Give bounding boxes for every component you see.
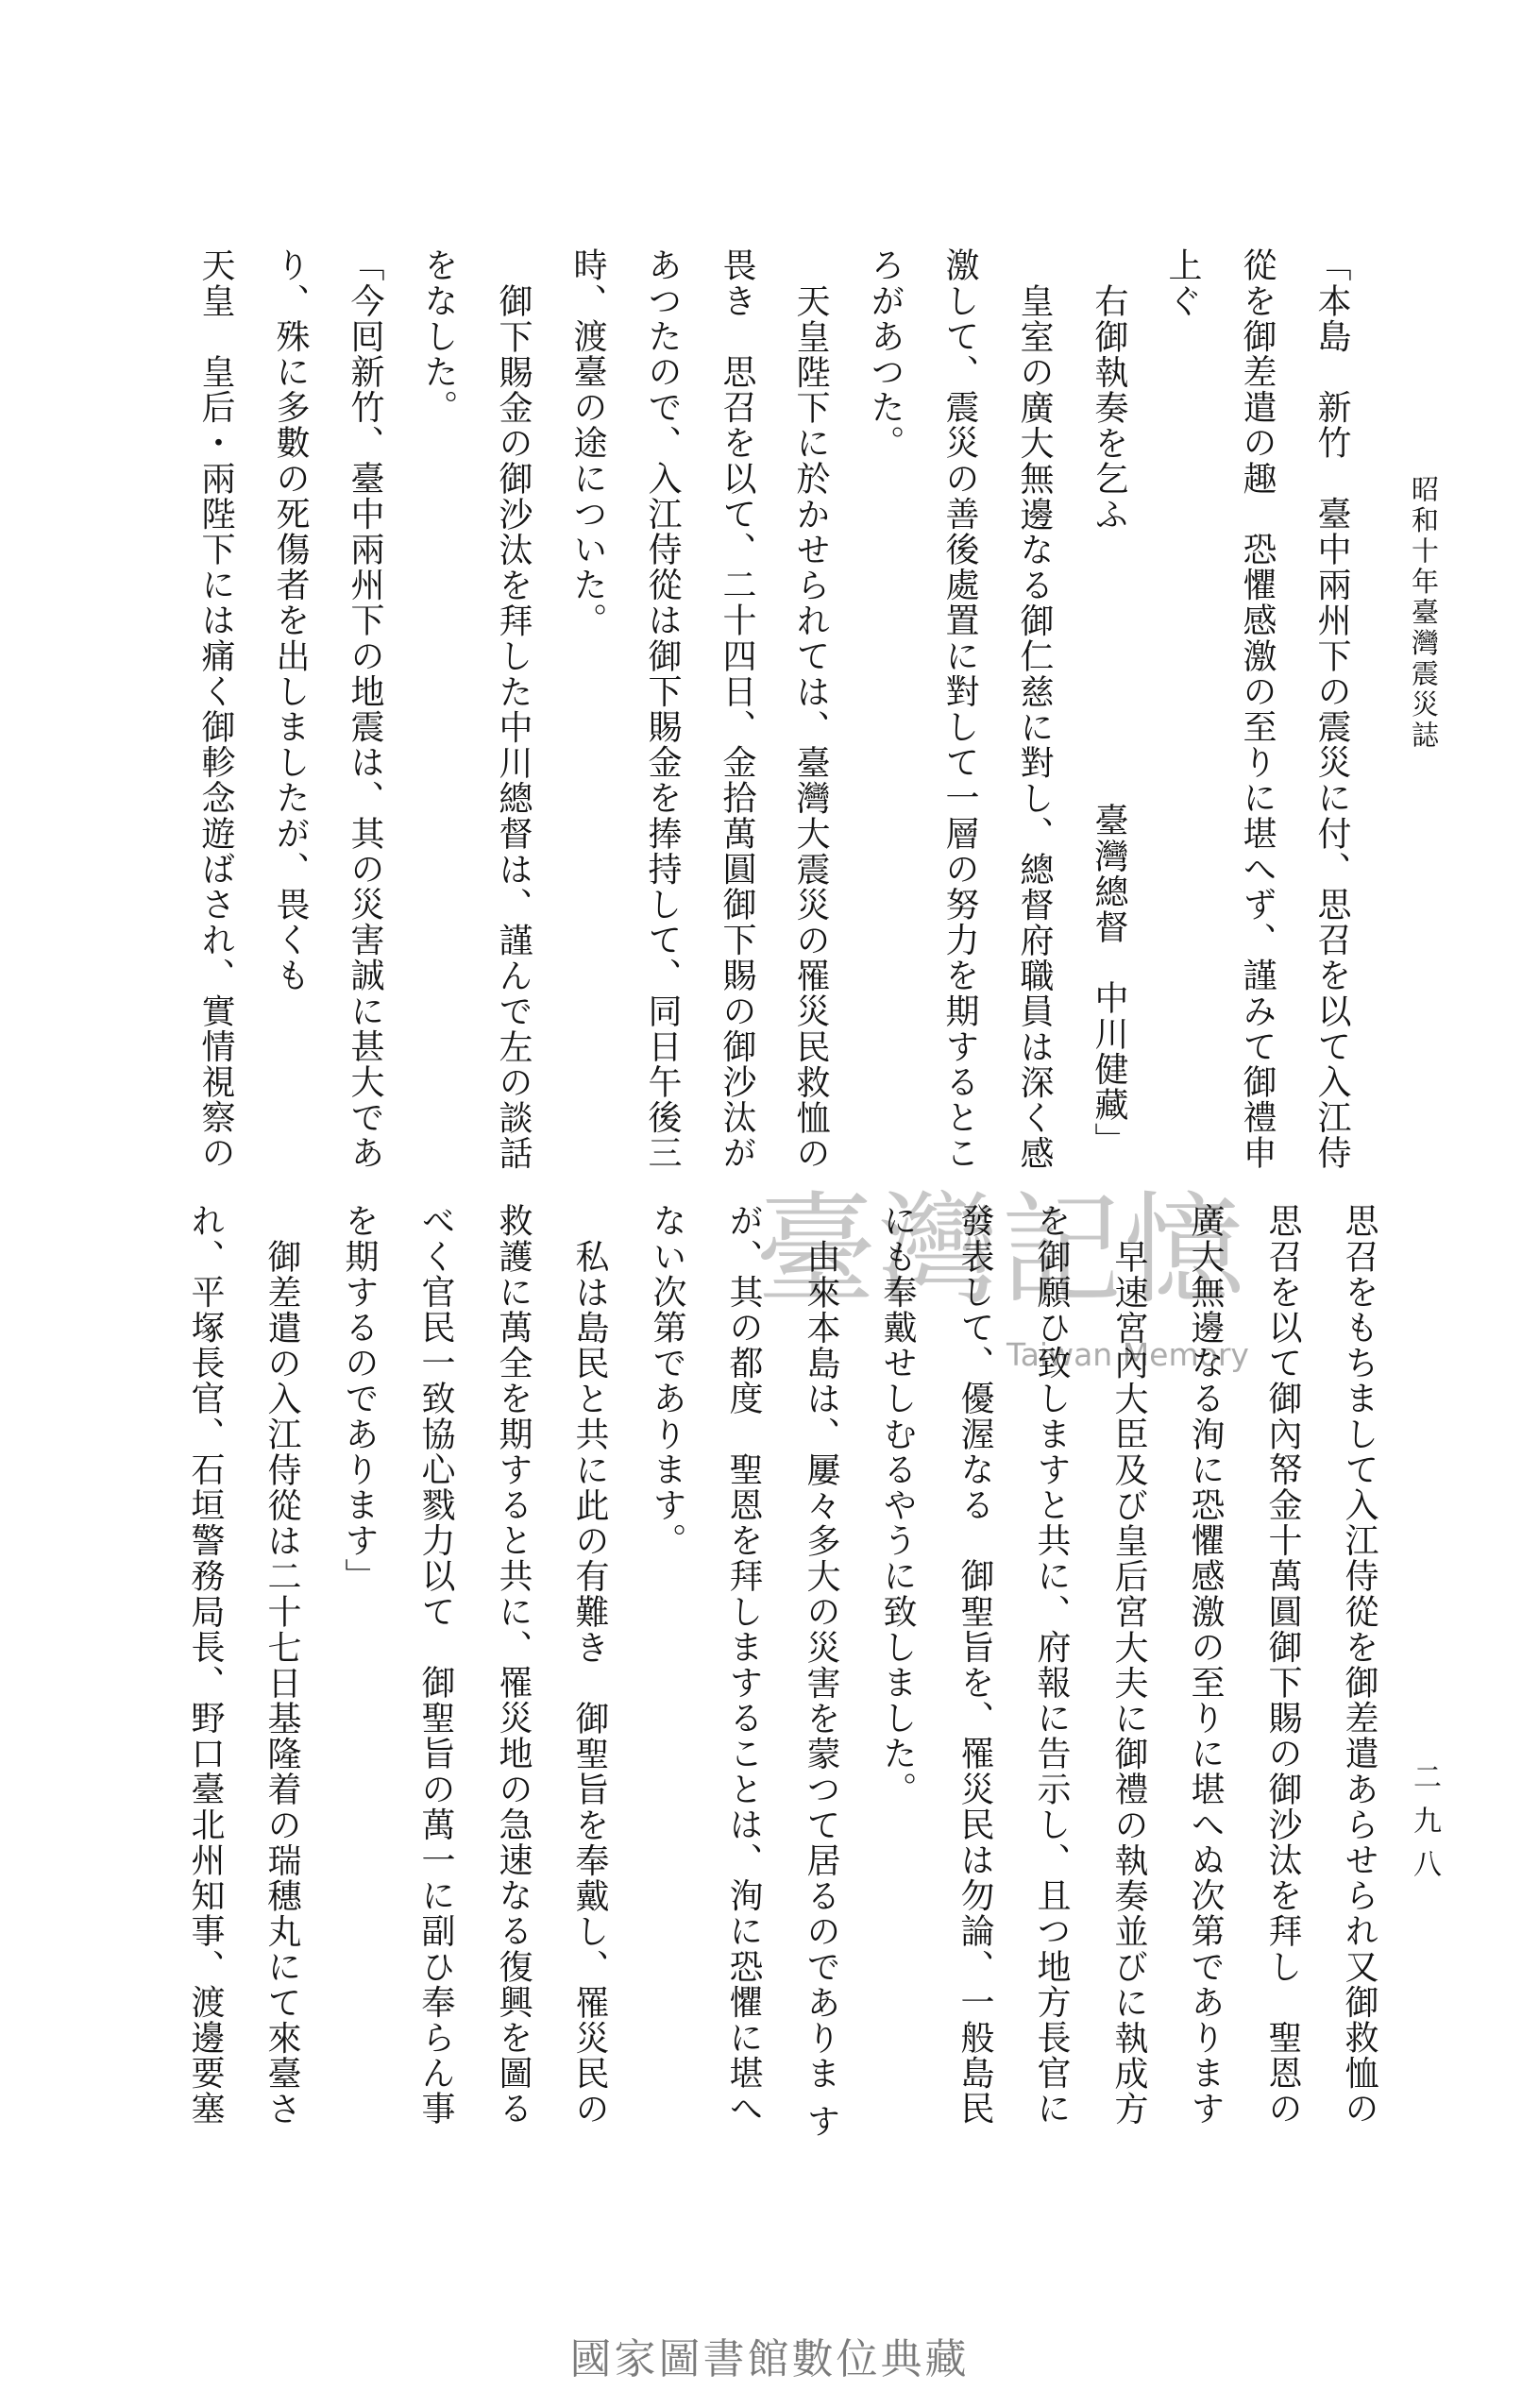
text-column: 從を御差遣の趣 恐懼感激の至りに堪へず、謹みて御禮申: [1238, 247, 1277, 1171]
text-column: 御差遣の入江侍從は二十七日基隆着の瑞穗丸にて來臺さ: [262, 1238, 301, 2127]
text-column: 廣大無邊なる洵に恐懼感激の至りに堪へぬ次第であります: [1186, 1203, 1225, 2127]
text-column: り、殊に多數の死傷者を出しましたが、畏くも: [271, 247, 310, 993]
text-column: 上ぐ: [1163, 247, 1202, 319]
text-column: あつたので、入江侍從は御下賜金を捧持して、同日午後三: [643, 247, 682, 1171]
text-column: 激して、震災の善後處置に對して一層の努力を期するとこ: [940, 247, 979, 1171]
watermark-subtitle: Taiwan Memory: [1006, 1336, 1249, 1373]
watermark-logo: 臺灣記憶: [755, 1180, 1247, 1321]
text-column: 右御執奏を乞ふ: [1090, 282, 1128, 532]
signature: 臺灣總督 中川健藏」: [1090, 803, 1128, 1158]
text-column: 早速宮內大臣及び皇后宮大夫に御禮の執奏並びに執成方: [1109, 1238, 1148, 2127]
text-column: ろがあつた。: [866, 247, 905, 461]
text-column: ない次第であります。: [648, 1203, 686, 1558]
text-column: 私は島民と共に此の有難き 御聖旨を奉戴し、罹災民の: [570, 1238, 609, 2127]
running-title: 昭和十年臺灣震災誌: [1408, 475, 1440, 752]
text-column: 皇室の廣大無邊なる御仁慈に對し、總督府職員は深く感: [1015, 282, 1054, 1171]
text-column: をなした。: [419, 247, 458, 425]
text-column: 「今囘新竹、臺中兩州下の地震は、其の災害誠に甚大であ: [346, 247, 384, 1171]
text-column: 救護に萬全を期すると共に、罹災地の急速なる復興を圖る: [494, 1203, 533, 2127]
text-column: 發表して、優渥なる 御聖旨を、罹災民は勿論、一般島民: [956, 1203, 994, 2127]
text-column: 天皇 皇后・兩陛下には痛く御軫念遊ばされ、實情視察の: [196, 247, 235, 1171]
text-column: 「本島 新竹 臺中兩州下の震災に付、思召を以て入江侍: [1312, 247, 1351, 1171]
text-column: 由來本島は、屢々多大の災害を蒙つて居るのでありま す: [802, 1238, 840, 2139]
text-column: れ、平塚長官、石垣警務局長、野口臺北州知事、渡邊要塞: [186, 1203, 225, 2127]
text-column: 思召を以て御內帑金十萬圓御下賜の御沙汰を拜し 聖恩の: [1263, 1203, 1302, 2127]
text-column: にも奉戴せしむるやうに致しました。: [878, 1203, 917, 1807]
text-column: 思召をもちまして入江侍從を御差遣あらせられ又御救恤の: [1340, 1203, 1378, 2127]
text-column: 天皇陛下に於かせられては、臺灣大震災の罹災民救恤の: [791, 282, 830, 1171]
text-column: 畏き 思召を以て、二十四日、金拾萬圓御下賜の御沙汰が: [718, 247, 756, 1171]
text-column: を御願ひ致しますと共に、府報に告示し、且つ地方長官に: [1032, 1203, 1071, 2127]
text-column: べく官民一致協心戮力以て 御聖旨の萬一に副ひ奉らん事: [416, 1203, 455, 2127]
text-column: が、其の都度 聖恩を拜しますることは、洵に恐懼に堪へ: [724, 1203, 763, 2127]
text-column: 御下賜金の御沙汰を拜した中川總督は、謹んで左の談話: [494, 282, 533, 1171]
text-column: 時、渡臺の途についた。: [568, 247, 607, 638]
page-number: 二九八: [1408, 1762, 1441, 1892]
footer-collection: 國家圖書館數位典藏: [569, 2335, 970, 2383]
text-column: を期するのであります」: [340, 1203, 379, 1594]
